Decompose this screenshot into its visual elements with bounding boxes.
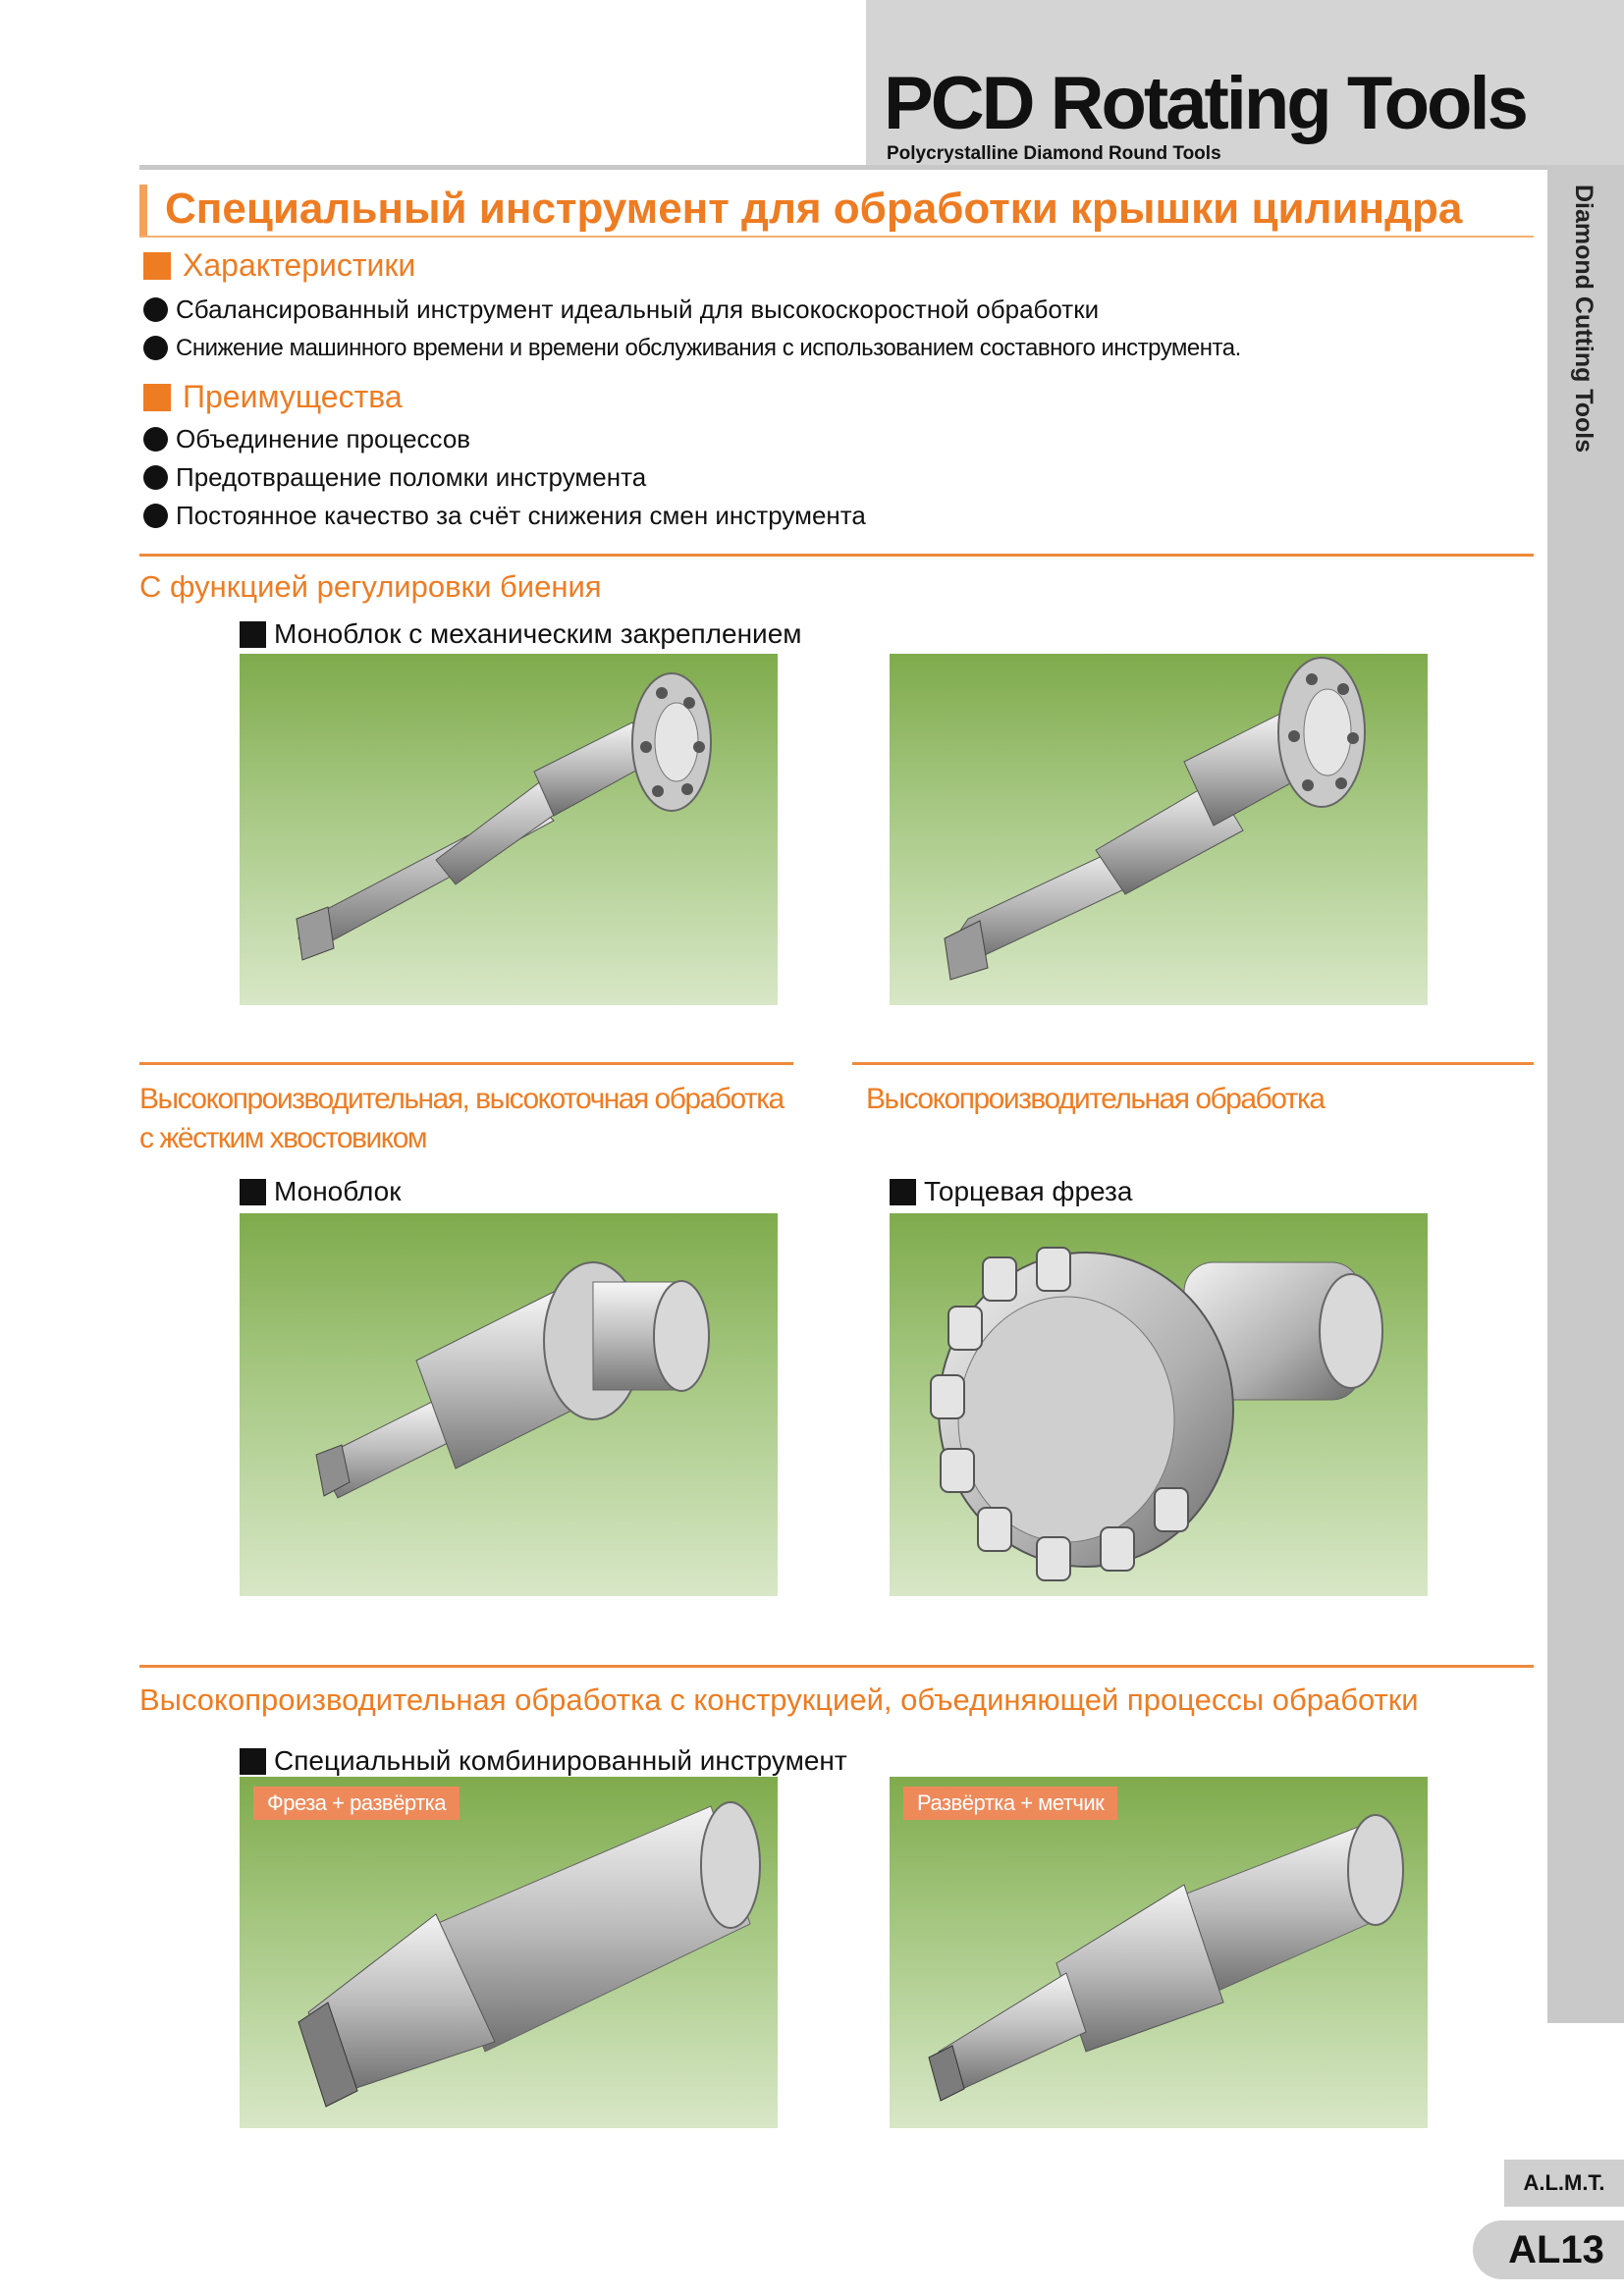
page-title: Специальный инструмент для обработки крышки цилиндра <box>165 185 1463 233</box>
section-heading-rigid-line1: Высокопроизводительная, высокоточная обработка <box>139 1083 784 1115</box>
section-rule <box>139 1062 793 1065</box>
block-label-face: Торцевая фреза <box>890 1176 1132 1207</box>
section-heading-combined: Высокопроизводительная обработка с конструкцией, объединяющей процессы обработки <box>139 1682 1419 1717</box>
tool-photo-mill-reamer <box>240 1777 778 2128</box>
side-tab-label: Diamond Cutting Tools <box>1570 185 1597 454</box>
long-shaft-tool-image <box>240 654 778 1005</box>
brand-subtitle: Polycrystalline Diamond Round Tools <box>887 143 1221 164</box>
list-item: Снижение машинного времени и времени обслуживания с использованием составного инструмента. <box>143 329 1241 367</box>
square-bullet-icon <box>143 252 171 280</box>
block-label-runout: Моноблок с механическим закреплением <box>240 618 802 650</box>
features-list <box>143 291 1241 367</box>
tool-photo-long-shaft-2 <box>890 654 1428 1005</box>
list-item: Постоянное качество за счёт снижения смен инструмента <box>143 497 866 535</box>
tool-photo-monoblock <box>240 1213 778 1596</box>
long-shaft-tool-image <box>890 654 1428 1005</box>
monoblock-tool-image <box>240 1213 778 1596</box>
company-badge: A.L.M.T. <box>1504 2160 1624 2207</box>
page-number: AL13 <box>1473 2220 1624 2279</box>
list-item: Предотвращение поломки инструмента <box>143 458 866 497</box>
square-bullet-icon <box>240 1179 266 1205</box>
square-bullet-icon <box>890 1179 916 1205</box>
bullet-icon <box>143 504 168 528</box>
features-heading: Характеристики <box>143 247 415 284</box>
tool-tag-reamer-tap: Развёртка + метчик <box>903 1787 1117 1820</box>
bullet-icon <box>143 465 168 490</box>
section-heading-rigid-line2: с жёстким хвостовиком <box>139 1122 427 1154</box>
mill-reamer-tool-image <box>240 1777 778 2128</box>
bullet-icon <box>143 427 168 452</box>
block-label-rigid: Моноблок <box>240 1176 402 1207</box>
bullet-icon <box>143 336 168 360</box>
list-item: Объединение процессов <box>143 420 866 458</box>
square-bullet-icon <box>143 384 171 411</box>
square-bullet-icon <box>240 621 266 648</box>
title-accent-bar <box>139 185 147 236</box>
section-heading-runout: С функцией регулировки биения <box>139 569 602 604</box>
title-rule <box>139 236 1534 238</box>
section-rule <box>852 1062 1534 1065</box>
brand-title: PCD Rotating Tools <box>884 62 1526 145</box>
header-rule <box>139 165 1547 170</box>
section-heading-face: Высокопроизводительная обработка <box>866 1083 1325 1115</box>
section-rule <box>139 1665 1534 1668</box>
tool-photo-face-mill <box>890 1213 1428 1596</box>
tool-tag-mill-reamer: Фреза + развёртка <box>253 1787 460 1820</box>
reamer-tap-tool-image <box>890 1777 1428 2128</box>
square-bullet-icon <box>240 1748 266 1775</box>
advantages-heading: Преимущества <box>143 379 403 415</box>
bullet-icon <box>143 297 168 322</box>
section-rule <box>139 554 1534 557</box>
tool-photo-reamer-tap <box>890 1777 1428 2128</box>
block-label-combined: Специальный комбинированный инструмент <box>240 1745 847 1777</box>
face-mill-tool-image <box>890 1213 1428 1596</box>
list-item: Сбалансированный инструмент идеальный для высокоскоростной обработки <box>143 291 1241 329</box>
tool-photo-long-shaft-1 <box>240 654 778 1005</box>
advantages-list <box>143 420 866 535</box>
